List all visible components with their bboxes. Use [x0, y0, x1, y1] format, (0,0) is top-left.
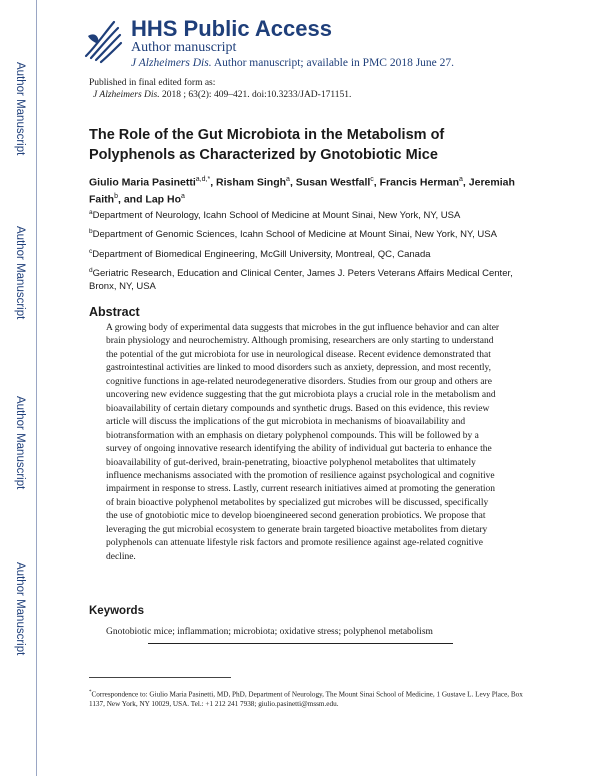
- author-separator: ,: [373, 176, 380, 189]
- hhs-eagle-logo-icon: [78, 16, 126, 66]
- footnote-divider: [89, 677, 231, 678]
- affiliation: [89, 206, 529, 222]
- author-affiliation-marker: a: [459, 176, 463, 183]
- article-title: The Role of the Gut Microbiota in the Metabolism of Polyphenols as Characterized by Gnotobiotic Mice: [89, 127, 445, 163]
- sidebar-label-author-manuscript: Author Manuscript: [14, 562, 26, 656]
- author-name: Francis Herman: [379, 176, 460, 189]
- affiliation-text: Department of Genomic Sciences, Icahn School of Medicine at Mount Sinai, New York, NY, USA: [92, 229, 497, 241]
- affiliation-text: Geriatric Research, Education and Clinical Center, James J. Peters Veterans Affairs Medical Center, Bronx, NY, USA: [89, 268, 513, 293]
- author-separator: , and: [118, 193, 146, 205]
- author-affiliation-marker: a: [286, 176, 290, 183]
- author-affiliation-marker: b: [114, 192, 118, 200]
- author-affiliation-marker: c: [370, 176, 374, 183]
- author-separator: ,: [289, 176, 296, 189]
- affiliation-marker: c: [89, 248, 93, 255]
- affiliation-marker: b: [89, 228, 93, 235]
- author-separator: ,: [462, 176, 469, 189]
- citation: [89, 89, 351, 101]
- sidebar-divider: [36, 0, 37, 776]
- author-affiliation-marker: a: [181, 192, 185, 200]
- affiliation: [89, 245, 529, 261]
- sidebar-label-author-manuscript: Author Manuscript: [14, 62, 26, 156]
- affiliation-marker: d: [89, 267, 93, 274]
- citation-journal: J Alzheimers Dis.: [93, 90, 160, 100]
- journal-name: J Alzheimers Dis.: [131, 57, 212, 69]
- abstract-heading: Abstract: [89, 305, 140, 319]
- header-journal-line: [131, 57, 454, 69]
- affiliation: [89, 225, 529, 241]
- sidebar-label-author-manuscript: Author Manuscript: [14, 396, 26, 490]
- keywords-heading: Keywords: [89, 605, 144, 617]
- affiliation: [89, 264, 529, 293]
- footnote-text: Correspondence to: Giulio Maria Pasinetti, MD, PhD, Department of Neurology, The Mount Sinai School of Medicine, 1 Gustave L. Levy Place, Box 1137, New York, NY 10029, USA. Tel.: +1 212 241 7938; giulio.pasinetti@mssm.edu.: [89, 690, 523, 709]
- header-title: HHS Public Access: [131, 16, 332, 41]
- affiliation-marker: a: [89, 209, 93, 216]
- abstract-text: A growing body of experimental data suggests that microbes in the gut influence behavior and can alter brain physiology and neurochemistry. Although promising, researchers are only starting to understand the potential of the gut microbiota for use in neurological disease. Recent evidence demonstrated that gastrointestinal activities are linked to mood disorders such as anxiety, depression, and most recently, cognitive functions in age-related neurodegenerative disorders. Studies from our group and others are uncovering new evidence suggesting that the gut microbiota plays a crucial role in the metabolism and bioavailability of certain dietary compounds and synthetic drugs. Based on this evidence, this review article will discuss the implications of the gut microbiota in mechanisms of bioavailability and biotransformation with an emphasis on dietary polyphenol compounds. This will be followed by a survey of ongoing innovative research identifying the ability of individual gut bacteria to enhance the bioavailability of gut-derived, brain-penetrating, bioactive polyphenol metabolites that ultimately influence mechanisms associated with the promotion of resilience against psychological and cognitive impairment in response to stress. Lastly, current research initiatives aimed at promoting the generation of brain bioactive polyphenol metabolites by specialized gut microbes will be discussed, specifically the use of gnotobiotic mice to develop bioengineered second generation probiotics. We propose that leveraging the gut microbial ecosystem to generate brain targeted bioactive metabolites from dietary polyphenols can attenuate lifestyle risk factors and promote resilience against age-related cognitive decline.: [106, 323, 500, 562]
- affiliation-text: Department of Neurology, Icahn School of Medicine at Mount Sinai, New York, NY, USA: [92, 210, 461, 222]
- published-block: [89, 77, 351, 101]
- author-affiliation-marker: a,d,*: [195, 176, 211, 183]
- header-subtitle: Author manuscript: [131, 40, 237, 55]
- author-separator: ,: [210, 176, 217, 189]
- author-name: Jeremiah Faith: [89, 176, 515, 205]
- author-name: Lap Ho: [145, 193, 182, 205]
- author-name: Susan Westfall: [295, 176, 371, 189]
- keywords-divider: [148, 643, 453, 644]
- keywords-text: Gnotobiotic mice; inflammation; microbiota; oxidative stress; polyphenol metabolism: [106, 627, 433, 637]
- published-label: Published in final edited form as:: [89, 78, 216, 88]
- citation-details: 2018 ; 63(2): 409–421. doi:10.3233/JAD-171151.: [159, 90, 352, 100]
- author-name: Risham Singh: [216, 176, 287, 189]
- footnote-marker: *: [89, 690, 92, 695]
- author-list: [89, 173, 529, 206]
- availability-text: Author manuscript; available in PMC 2018 June 27.: [211, 57, 455, 69]
- sidebar-label-author-manuscript: Author Manuscript: [14, 226, 26, 320]
- author-name: Giulio Maria Pasinetti: [89, 176, 196, 189]
- correspondence-footnote: [89, 688, 529, 709]
- affiliation-text: Department of Biomedical Engineering, McGill University, Montreal, QC, Canada: [92, 249, 431, 261]
